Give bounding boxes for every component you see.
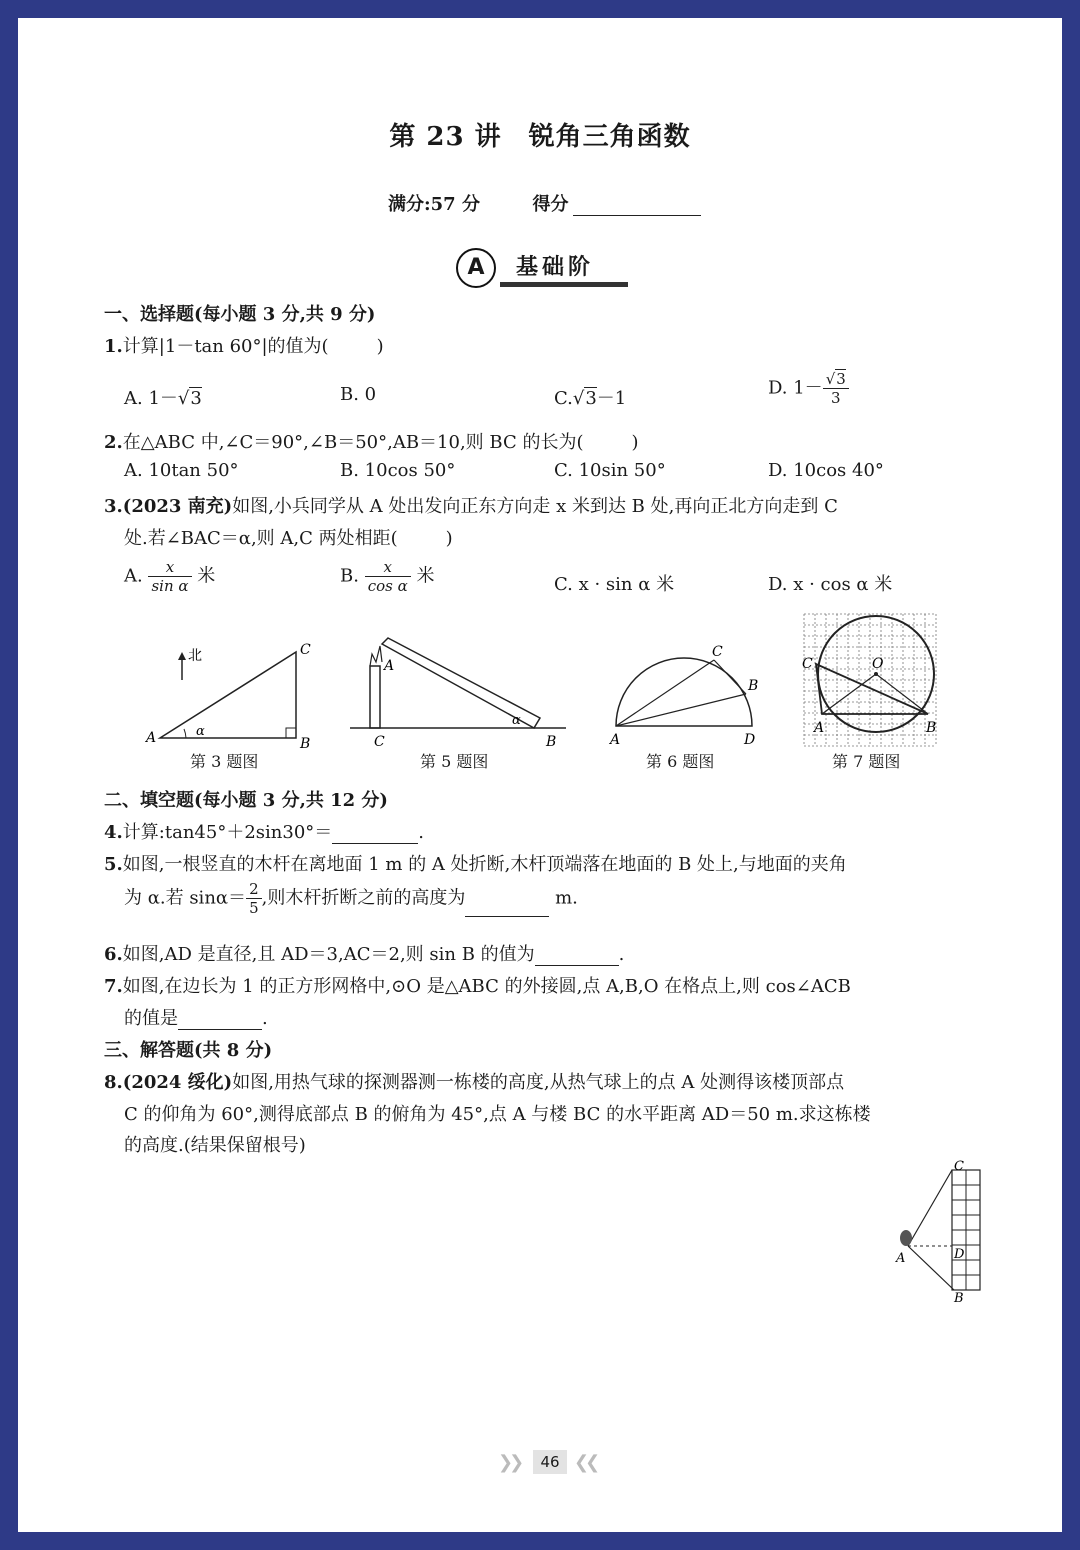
q3-a-den: sin α	[151, 577, 189, 595]
fig5-label-b: B	[546, 734, 557, 750]
fig5-label-c: C	[374, 734, 385, 750]
q3-option-d[interactable]: D. x · cos α 米	[768, 574, 893, 595]
q1-option-a[interactable]: A. 1－√3	[124, 388, 202, 409]
question-1	[104, 332, 384, 358]
q5-blank[interactable]	[465, 898, 549, 917]
question-8-line3: 的高度.(结果保留根号)	[124, 1135, 306, 1156]
q2-number: 2.	[104, 432, 123, 453]
q3-option-c[interactable]: C. x · sin α 米	[554, 574, 675, 595]
q2-stem: 在△ABC 中,∠C＝90°,∠B＝50°,AB＝10,则 BC 的长为(	[122, 432, 584, 453]
fig6-chord-ac	[616, 660, 714, 726]
fig6-label-c: C	[712, 644, 723, 660]
fig3-triangle	[160, 652, 296, 738]
fig8-balloon	[900, 1230, 912, 1246]
section-solve: 三、解答题(共 8 分)	[104, 1040, 273, 1061]
fig3-north-arrowhead	[178, 652, 186, 660]
q1-option-b[interactable]: B. 0	[340, 384, 377, 405]
q3-a-unit: 米	[197, 565, 216, 587]
q5-stem-1: 如图,一根竖直的木杆在离地面 1 m 的 A 处折断,木杆顶端落在地面的 B 处上,与地面的夹角	[122, 854, 847, 875]
fig7-label-c: C	[802, 656, 813, 672]
stage-label: 基础阶	[516, 255, 595, 280]
q1-close: )	[376, 336, 384, 357]
section-choice: 一、选择题(每小题 3 分,共 9 分)	[104, 304, 376, 325]
question-3-line2	[124, 524, 453, 550]
left-chevrons-icon: ❯❯	[498, 1452, 521, 1473]
q3-a-frac	[148, 558, 191, 595]
fig3-label-c: C	[300, 642, 311, 658]
q5-post: ,则木杆折断之前的高度为	[261, 887, 466, 909]
figure-5	[344, 632, 574, 750]
q1-stem: 计算|1－tan 60°|的值为(	[122, 336, 329, 357]
fig3-label-a: A	[146, 730, 157, 746]
q1-c-rad: 3	[585, 388, 597, 409]
q1-d-text: D. 1－	[768, 377, 823, 399]
figure-6	[602, 636, 782, 748]
q1-a-rad: 3	[190, 388, 202, 409]
q6-stem: 如图,AD 是直径,且 AD＝3,AC＝2,则 sin B 的值为	[122, 944, 535, 965]
score-line	[388, 190, 701, 216]
stage-badge: A	[456, 248, 496, 288]
q1-option-d[interactable]	[768, 370, 849, 407]
q5-den: 5	[249, 899, 259, 917]
q3-option-b[interactable]	[340, 558, 434, 595]
question-7-line2	[124, 1004, 268, 1030]
fig6-label-a: A	[610, 732, 621, 748]
exam-page	[18, 18, 1062, 1532]
q8-number: 8.	[104, 1072, 123, 1093]
fig7-caption: 第 7 题图	[832, 752, 901, 771]
q3-close: )	[445, 528, 453, 549]
q6-end: .	[618, 944, 625, 965]
question-6	[104, 940, 624, 966]
page-number-box: 46	[533, 1450, 567, 1474]
q3-option-a[interactable]	[124, 558, 215, 595]
fig6-label-b: B	[748, 678, 759, 694]
fig3-angle-arc	[184, 729, 186, 738]
q4-number: 4.	[104, 822, 123, 843]
q4-end: .	[418, 822, 425, 843]
q7-blank[interactable]	[178, 1011, 262, 1030]
fig8-building	[952, 1170, 980, 1290]
q2-option-a[interactable]: A. 10tan 50°	[124, 460, 239, 481]
q7-end: .	[262, 1008, 268, 1029]
q1-d-frac: $\frac{√3}{3}$	[823, 370, 849, 407]
q4-blank[interactable]	[332, 825, 418, 844]
fig8-line-ab	[908, 1246, 954, 1290]
stage-underline	[500, 282, 628, 287]
question-7-line1	[104, 972, 851, 998]
fig8-label-c: C	[954, 1159, 964, 1174]
q3-a-text: A.	[124, 565, 143, 587]
q3-a-num: x	[148, 558, 191, 577]
fig6-semicircle	[616, 658, 752, 726]
q1-d-num: 3	[836, 370, 846, 388]
q7-number: 7.	[104, 976, 123, 997]
q3-stem-1: 如图,小兵同学从 A 处出发向正东方向走 x 米到达 B 处,再向正北方向走到 C	[232, 496, 838, 517]
q1-c-tail: －1	[596, 388, 627, 409]
page-number	[498, 1450, 608, 1474]
q4-stem: 计算:tan45°＋2sin30°＝	[122, 822, 333, 843]
q3-stem-2: 处.若∠BAC＝α,则 A,C 两处相距(	[124, 528, 398, 549]
q3-b-num: x	[365, 558, 411, 577]
q2-option-b[interactable]: B. 10cos 50°	[340, 460, 456, 481]
q1-d-den: 3	[830, 389, 841, 407]
q1-option-c[interactable]: C.√3－1	[554, 388, 627, 409]
fig6-label-d: D	[744, 732, 756, 748]
fig3-label-b: B	[300, 736, 311, 750]
fig8-line-ac	[908, 1170, 952, 1246]
question-8-line1	[104, 1068, 844, 1094]
q2-option-c[interactable]: C. 10sin 50°	[554, 460, 666, 481]
fig8-label-a: A	[896, 1251, 906, 1266]
q1-c-text: C.	[554, 388, 573, 409]
figure-7	[798, 610, 948, 748]
q3-number: 3.	[104, 496, 123, 517]
q3-b-unit: 米	[416, 565, 435, 587]
fig7-center	[874, 672, 878, 676]
fig6-chord-cb	[714, 660, 746, 694]
fig8-label-b: B	[954, 1291, 964, 1306]
q8-source: (2024 绥化)	[122, 1072, 233, 1093]
fig5-label-a: A	[384, 658, 395, 674]
fig6-chord-ab	[616, 694, 746, 726]
fig7-label-b: B	[926, 720, 937, 736]
question-5-line2	[124, 880, 578, 917]
q5-number: 5.	[104, 854, 123, 875]
section-fill: 二、填空题(每小题 3 分,共 12 分)	[104, 790, 388, 811]
question-4	[104, 818, 424, 844]
q7-stem-2: 的值是	[124, 1008, 178, 1029]
right-chevrons-icon: ❮❮	[574, 1452, 597, 1473]
fig3-caption: 第 3 题图	[190, 752, 259, 771]
fig7-label-a: A	[814, 720, 825, 736]
q3-b-text: B.	[340, 565, 359, 587]
q5-frac	[246, 880, 262, 917]
q1-number: 1.	[104, 336, 123, 357]
q1-a-text: A. 1－	[124, 388, 178, 409]
fig6-caption: 第 6 题图	[646, 752, 715, 771]
fig5-break	[370, 646, 382, 666]
q8-stem-1: 如图,用热气球的探测器测一栋楼的高度,从热气球上的点 A 处测得该楼顶部点	[232, 1072, 845, 1093]
figure-8	[892, 1158, 992, 1306]
full-score: 满分:57 分	[388, 194, 480, 215]
q3-b-frac	[365, 558, 411, 595]
q6-blank[interactable]	[535, 947, 619, 966]
q5-pre: 为 α.若 sinα＝	[124, 887, 247, 909]
fig7-label-o: O	[872, 656, 884, 672]
q7-stem-1: 如图,在边长为 1 的正方形网格中,⊙O 是△ABC 的外接圆,点 A,B,O 在格点上,则 cos∠ACB	[122, 976, 851, 997]
fig5-alpha: α	[512, 713, 521, 728]
q2-close: )	[631, 432, 639, 453]
question-5-line1	[104, 850, 847, 876]
page-title: 第 23 讲 锐角三角函数	[389, 122, 691, 152]
q5-unit: m.	[555, 887, 578, 909]
fig8-label-d: D	[954, 1247, 965, 1262]
fig5-caption: 第 5 题图	[420, 752, 489, 771]
q2-option-d[interactable]: D. 10cos 40°	[768, 460, 884, 481]
figure-3	[138, 630, 318, 750]
score-blank[interactable]	[573, 197, 701, 216]
fig3-right-angle	[286, 728, 296, 738]
question-3-line1	[104, 492, 838, 518]
q3-source: (2023 南充)	[122, 496, 233, 517]
question-2	[104, 428, 639, 454]
fig3-north-label: 北	[188, 648, 202, 664]
score-label: 得分	[532, 194, 569, 215]
q6-number: 6.	[104, 944, 123, 965]
question-8-line2: C 的仰角为 60°,测得底部点 B 的俯角为 45°,点 A 与楼 BC 的水平距离 AD＝50 m.求这栋楼	[124, 1104, 871, 1125]
q3-b-den: cos α	[367, 577, 408, 595]
fig3-alpha: α	[196, 724, 205, 739]
q5-num: 2	[246, 880, 262, 899]
fig5-pole	[370, 666, 380, 728]
